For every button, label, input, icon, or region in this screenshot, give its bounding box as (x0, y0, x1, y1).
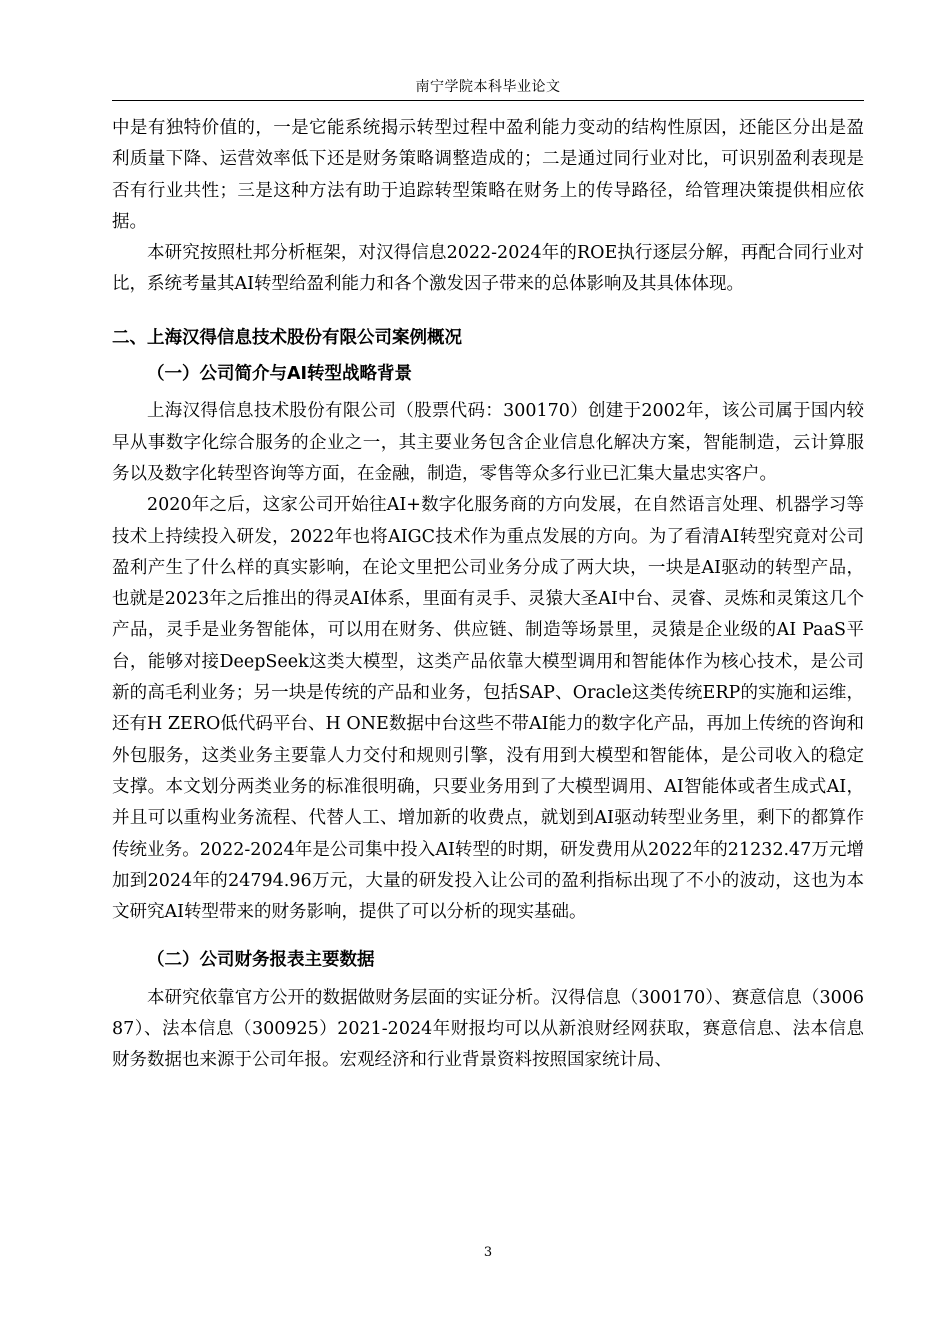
paragraph-research-approach: 本研究按照杜邦分析框架，对汉得信息2022-2024年的ROE执行逐层分解，再配合同行业对比，系统考量其AI转型给盈利能力和各个激发因子带来的总体影响及其具体体现。 (112, 243, 864, 295)
subsection-heading-company-profile: （一）公司简介与AI转型战略背景 (147, 364, 413, 385)
page-body (112, 113, 864, 1077)
running-header: 南宁学院本科毕业论文 (415, 79, 561, 95)
subsection-heading-financial-data: （二）公司财务报表主要数据 (147, 950, 375, 971)
header-rule (112, 100, 864, 101)
paragraph-ai-transformation: 2020年之后，这家公司开始往AI+数字化服务商的方向发展，在自然语言处理、机器学习等技术上持续投入研发，2022年也将AIGC技术作为重点发展的方向。为了看清AI转型究竟对公司盈利产生了什么样的真实影响，在论文里把公司业务分成了两大块，一块是AI驱动的转型产品，也就是2023年之后推出的得灵AI体系，里面有灵手、灵猿大圣AI中台、灵睿、灵炼和灵策这几个产品，灵手是业务智能体，可以用在财务、供应链、制造等场景里，灵猿是企业级的AI PaaS平台，能够对接DeepSeek这类大模型，这类产品依靠大模型调用和智能体作为核心技术，是公司新的高毛利业务；另一块是传统的产品和业务，包括SAP、Oracle这类传统ERP的实施和运维，还有H ZERO低代码平台、H ONE数据中台这些不带AI能力的数字化产品，再加上传统的咨询和外包服务，这类业务主要靠人力交付和规则引擎，没有用到大模型和智能体，是公司收入的稳定支撑。本文划分两类业务的标准很明确，只要业务用到了大模型调用、AI智能体或者生成式AI，并且可以重构业务流程、代替人工、增加新的收费点，就划到AI驱动转型业务里，剩下的都算作传统业务。2022-2024年是公司集中投入AI转型的时期，研发费用从2022年的21232.47万元增加到2024年的24794.96万元，大量的研发投入让公司的盈利指标出现了不小的波动，这也为本文研究AI转型带来的财务影响，提供了可以分析的现实基础。 (112, 495, 864, 923)
paragraph-company-profile: 上海汉得信息技术股份有限公司（股票代码：300170）创建于2002年，该公司属于国内较早从事数字化综合服务的企业之一，其主要业务包含企业信息化解决方案，智能制造，云计算服务以及数字化转型咨询等方面，在金融，制造，零售等众多行业已汇集大量忠实客户。 (112, 401, 864, 484)
paragraph-data-sources: 本研究依靠官方公开的数据做财务层面的实证分析。汉得信息（300170）、赛意信息（300687）、法本信息（300925）2021-2024年财报均可以从新浪财经网获取，赛意信息、法本信息财务数据也来源于公司年报。宏观经济和行业背景资料按照国家统计局、 (112, 987, 864, 1071)
paragraph-dupont-value: 中是有独特价值的，一是它能系统揭示转型过程中盈利能力变动的结构性原因，还能区分出是盈利质量下降、运营效率低下还是财务策略调整造成的；二是通过同行业对比，可识别盈利表现是否有行业共性；三是这种方法有助于追踪转型策略在财务上的传导路径，给管理决策提供相应依据。 (112, 118, 864, 232)
section-heading-case-overview: 二、上海汉得信息技术股份有限公司案例概况 (112, 327, 462, 348)
page-number: 3 (483, 1245, 493, 1260)
